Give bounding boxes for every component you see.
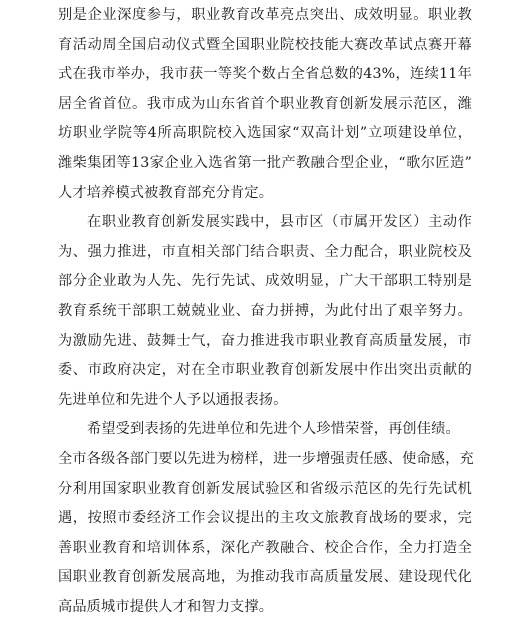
paragraph-first-line: 希望受到表扬的先进单位和先进个人珍惜荣誉，再创佳绩。 xyxy=(87,421,460,438)
text-line: 为、强力推进，市直相关部门结合职责、全力配合，职业院校及 xyxy=(58,243,472,260)
document-page xyxy=(58,0,472,632)
text-line: 分利用国家职业教育创新发展试验区和省级示范区的先行先试机 xyxy=(58,480,472,497)
text-line: 坊职业学院等4所高职院校入选国家“双高计划”立项建设单位， xyxy=(58,125,472,142)
text-line: 遇，按照市委经济工作会议提出的主攻文旅教育战场的要求，完 xyxy=(58,510,472,527)
text-line: 为激励先进、鼓舞士气，奋力推进我市职业教育高质量发展，市 xyxy=(58,332,472,349)
text-line: 别是企业深度参与，职业教育改革亮点突出、成效明显。职业教 xyxy=(58,7,472,23)
text-line: 潍柴集团等13家企业入选省第一批产教融合型企业，“歌尔匠造” xyxy=(58,155,472,171)
text-line: 善职业教育和培训体系，深化产教融合、校企合作，全力打造全 xyxy=(58,539,472,556)
text-line: 教育系统干部职工兢兢业业、奋力拼搏，为此付出了艰辛努力。 xyxy=(58,303,472,319)
text-line: 育活动周全国启动仪式暨全国职业院校技能大赛改革试点赛开幕 xyxy=(58,36,472,53)
text-line: 国职业教育创新发展高地，为推动我市高质量发展、建设现代化 xyxy=(58,569,472,586)
text-line: 高品质城市提供人才和智力支撑。 xyxy=(58,599,274,615)
text-line: 部分企业敢为人先、先行先试、成效明显，广大干部职工特别是 xyxy=(58,273,472,290)
text-line: 全市各级各部门要以先进为榜样，进一步增强责任感、使命感，充 xyxy=(58,451,474,467)
paragraph-first-line: 在职业教育创新发展实践中，县市区（市属开发区）主动作 xyxy=(87,214,472,231)
text-line: 式在我市举办，我市获一等奖个数占全省总数的43%，连续11年 xyxy=(58,66,472,83)
text-line: 委、市政府决定，对在全市职业教育创新发展中作出突出贡献的 xyxy=(58,362,472,379)
text-line: 居全省首位。我市成为山东省首个职业教育创新发展示范区，潍 xyxy=(58,95,472,112)
text-line: 先进单位和先进个人予以通报表扬。 xyxy=(58,391,288,408)
text-line: 人才培养模式被教育部充分肯定。 xyxy=(58,184,274,201)
